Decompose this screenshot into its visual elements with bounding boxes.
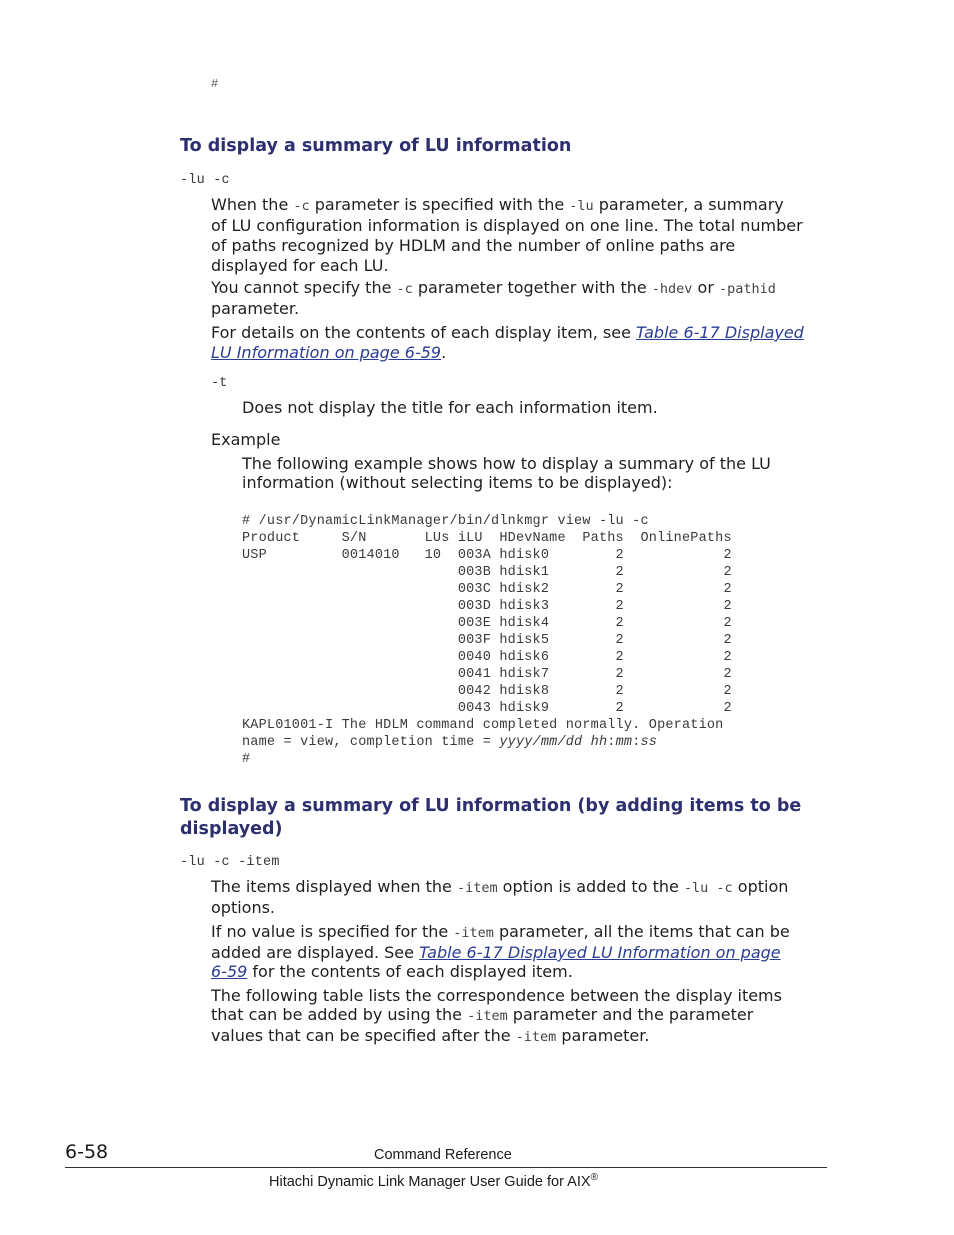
paragraph-text: parameter. <box>556 1026 650 1045</box>
code-line: # /usr/DynamicLinkManager/bin/dlnkmgr view -lu -c <box>242 514 649 529</box>
code-line: KAPL01001-I The HDLM command completed normally. Operation <box>242 718 724 733</box>
code-line: 0042 hdisk8 2 2 <box>242 684 732 699</box>
page-number: 6-58 <box>65 1141 109 1163</box>
inline-code: -item <box>456 880 498 896</box>
code-line: Product S/N LUs iLU HDevName Paths OnlinePaths <box>242 531 732 546</box>
paragraph-text: option <box>732 877 789 896</box>
paragraph-text: values that can be specified after the <box>211 1026 516 1045</box>
inline-code: -c <box>396 281 413 297</box>
paragraph-item-no-value <box>211 922 831 982</box>
paragraph-text: or <box>692 278 719 297</box>
inline-code: -item <box>467 1008 508 1024</box>
code-placeholder: yyyy/mm/dd hh <box>499 735 608 750</box>
paragraph-text: that can be added by using the <box>211 1005 468 1024</box>
syntax-lu-c-item: -lu -c -item <box>180 855 280 870</box>
paragraph-text: The items displayed when the <box>211 877 457 896</box>
footer-chapter: Command Reference <box>374 1147 512 1163</box>
code-line: USP 0014010 10 003A hdisk0 2 2 <box>242 548 732 563</box>
inline-code: -lu -c <box>683 880 733 896</box>
code-text: name = view, completion time = <box>242 735 500 750</box>
table-6-17-link[interactable]: Table 6-17 Displayed <box>636 323 804 342</box>
code-line: 0043 hdisk9 2 2 <box>242 701 732 716</box>
example-output-code-block <box>242 513 732 768</box>
paragraph-details-reference <box>211 323 831 363</box>
paragraph-c-parameter <box>211 195 831 276</box>
paragraph-text: parameter, a summary <box>593 195 784 214</box>
paragraph-text: parameter, all the items that can be <box>493 922 790 941</box>
inline-code: -item <box>453 925 494 941</box>
paragraph-line: information (without selecting items to be displayed): <box>242 473 673 492</box>
code-placeholder: mm <box>615 735 633 750</box>
section-heading-lu-summary: To display a summary of LU information <box>180 136 572 156</box>
code-line: 003B hdisk1 2 2 <box>242 565 732 580</box>
table-6-17-link[interactable]: Table 6-17 Displayed LU Information on page <box>419 943 781 962</box>
paragraph-item-correspondence <box>211 986 831 1046</box>
paragraph-item-option <box>211 877 831 918</box>
example-description <box>242 454 842 493</box>
table-6-17-link-continued[interactable]: LU Information on page 6-59 <box>211 343 442 362</box>
inline-code: -lu <box>569 198 594 214</box>
paragraph-text: You cannot specify the <box>211 278 397 297</box>
code-line: 003C hdisk2 2 2 <box>242 582 732 597</box>
footer-book-title <box>269 1172 598 1190</box>
paragraph-text: for the contents of each displayed item. <box>247 962 573 981</box>
registered-mark: ® <box>590 1172 598 1183</box>
paragraph-text: added are displayed. See <box>211 943 420 962</box>
option-t: -t <box>211 376 228 391</box>
paragraph-line: of LU configuration information is displayed on one line. The total number <box>211 216 803 235</box>
inline-code: -pathid <box>718 281 776 297</box>
book-title-text: Hitachi Dynamic Link Manager User Guide for AIX <box>269 1173 591 1190</box>
shell-prompt: # <box>211 77 219 91</box>
paragraph-text: option is added to the <box>497 877 684 896</box>
example-label: Example <box>211 430 281 449</box>
paragraph-line: of paths recognized by HDLM and the number of online paths are <box>211 236 736 255</box>
paragraph-text: If no value is specified for the <box>211 922 454 941</box>
code-line: 0041 hdisk7 2 2 <box>242 667 732 682</box>
code-line-completion-time <box>242 734 732 751</box>
code-placeholder: ss <box>640 735 658 750</box>
code-line: 003F hdisk5 2 2 <box>242 633 732 648</box>
paragraph-text: parameter together with the <box>412 278 652 297</box>
inline-code: -item <box>515 1029 557 1045</box>
footer-divider <box>65 1167 827 1168</box>
heading-line: To display a summary of LU information (by adding items to be <box>180 796 802 816</box>
code-text: : <box>632 735 641 750</box>
code-line: 003E hdisk4 2 2 <box>242 616 732 631</box>
code-line: # <box>242 752 251 767</box>
section-heading-lu-summary-items <box>180 795 840 841</box>
option-t-description: Does not display the title for each information item. <box>242 398 658 417</box>
paragraph-text: . <box>441 343 447 362</box>
syntax-lu-c: -lu -c <box>180 173 230 188</box>
paragraph-line: parameter. <box>211 299 300 318</box>
paragraph-line: options. <box>211 898 276 917</box>
paragraph-line: The following table lists the correspondence between the display items <box>211 986 782 1005</box>
paragraph-c-restriction <box>211 278 831 319</box>
paragraph-text: For details on the contents of each display item, see <box>211 323 637 342</box>
inline-code: -hdev <box>651 281 693 297</box>
paragraph-line: The following example shows how to display a summary of the LU <box>242 454 771 473</box>
paragraph-line: displayed for each LU. <box>211 256 389 275</box>
paragraph-text: parameter is specified with the <box>309 195 570 214</box>
paragraph-text: parameter and the parameter <box>507 1005 754 1024</box>
code-line: 003D hdisk3 2 2 <box>242 599 732 614</box>
code-text: : <box>607 735 616 750</box>
inline-code: -c <box>293 198 310 214</box>
heading-line: displayed) <box>180 819 283 839</box>
table-6-17-link-continued[interactable]: 6-59 <box>211 962 248 981</box>
paragraph-text: When the <box>211 195 294 214</box>
code-line: 0040 hdisk6 2 2 <box>242 650 732 665</box>
